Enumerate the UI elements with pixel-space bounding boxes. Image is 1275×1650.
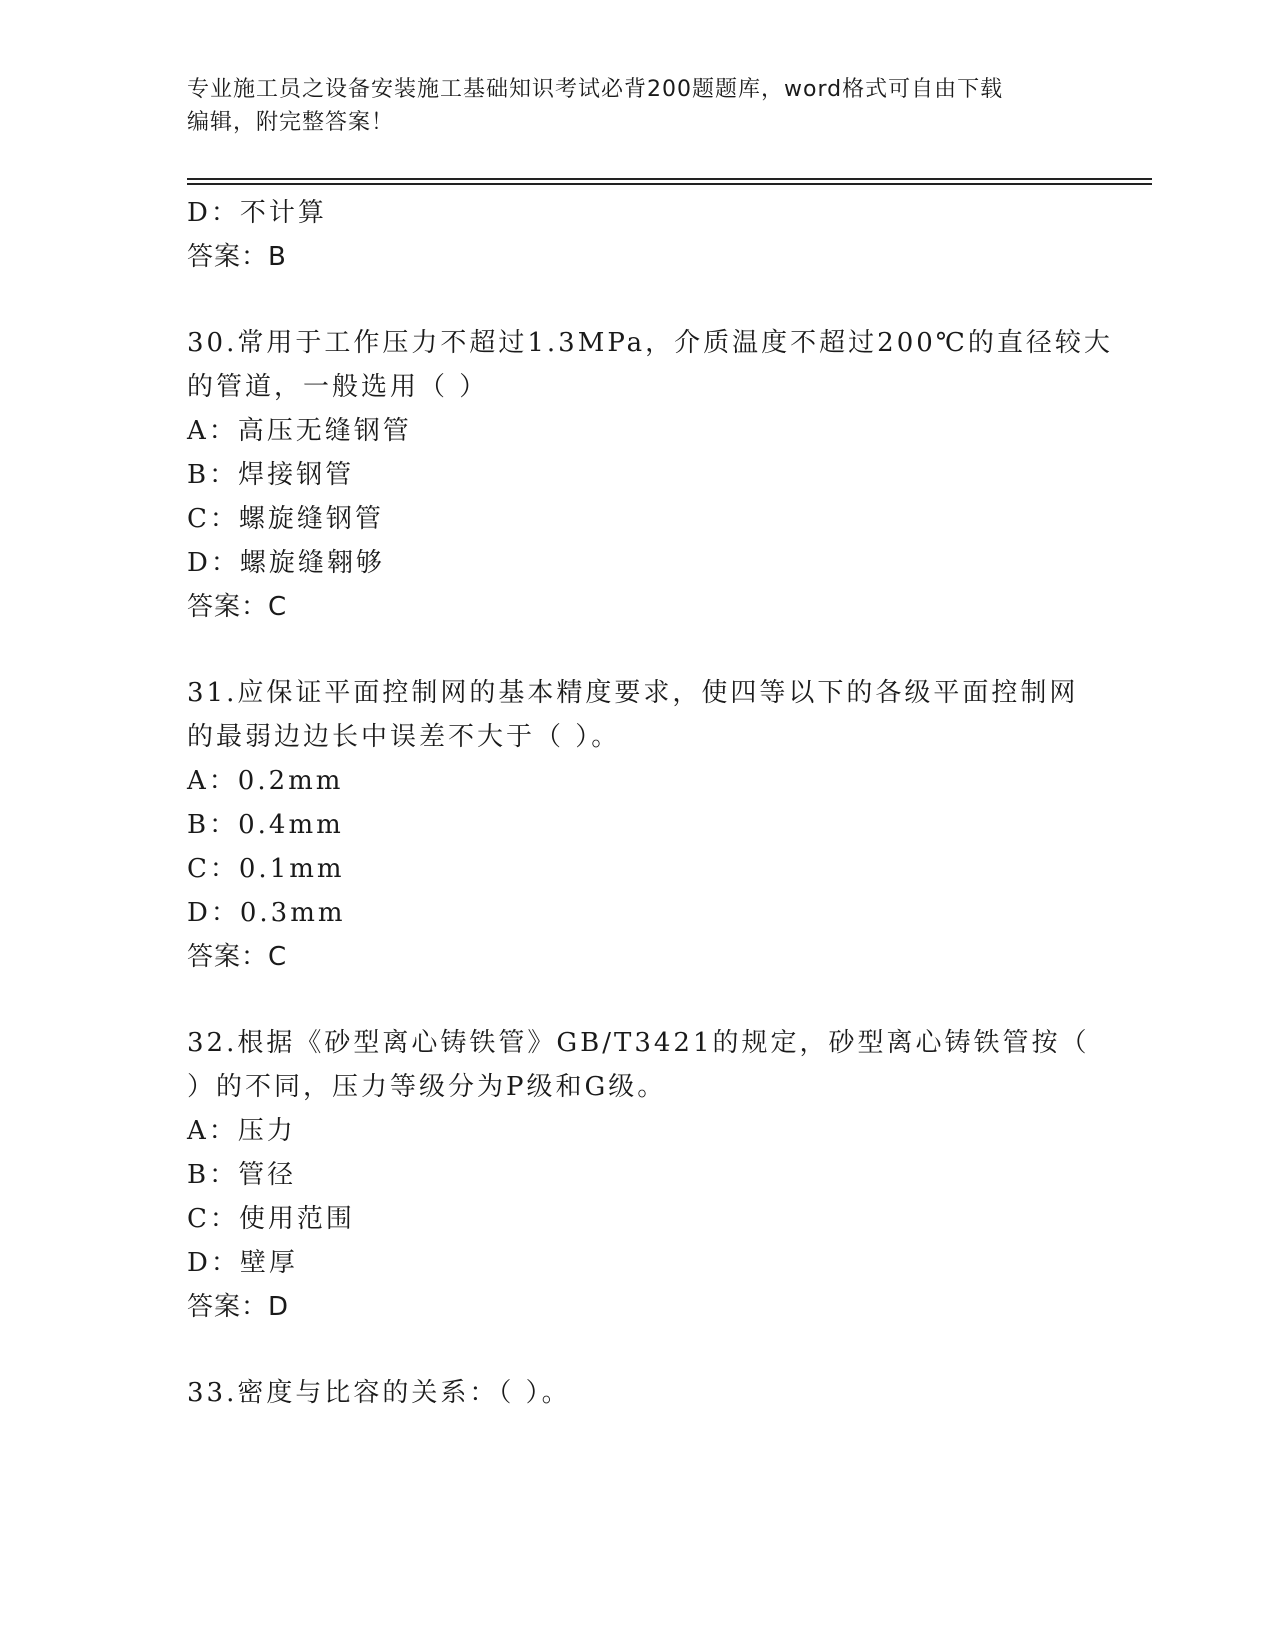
question-stem: 30.常用于工作压力不超过1.3MPa，介质温度不超过200℃的直径较大 — [187, 328, 1113, 358]
option-d: D：0.3mm — [187, 898, 346, 928]
question-stem: 33.密度与比容的关系：（ ）。 — [187, 1378, 571, 1408]
option-c: C：使用范围 — [187, 1204, 355, 1234]
question-stem: ）的不同，压力等级分为P级和G级。 — [187, 1072, 667, 1102]
header-divider-top — [187, 178, 1152, 180]
option-b: B：0.4mm — [187, 810, 344, 840]
document-header — [187, 73, 1087, 139]
question-stem: 31.应保证平面控制网的基本精度要求，使四等以下的各级平面控制网 — [187, 678, 1079, 708]
option-b: B：管径 — [187, 1160, 297, 1190]
option-d: D：螺旋缝翱够 — [187, 548, 385, 578]
option-b: B：焊接钢管 — [187, 460, 355, 490]
option-c: C：0.1mm — [187, 854, 345, 884]
answer: 答案：D — [187, 1292, 290, 1322]
question-stem: 32.根据《砂型离心铸铁管》GB/T3421的规定，砂型离心铸铁管按（ — [187, 1028, 1090, 1058]
option-d: D：不计算 — [187, 198, 327, 228]
header-divider-bottom — [187, 183, 1152, 185]
option-c: C：螺旋缝钢管 — [187, 504, 384, 534]
answer: 答案：C — [187, 592, 288, 622]
option-a: A：0.2mm — [187, 766, 344, 796]
header-line-1: 专业施工员之设备安装施工基础知识考试必背200题题库，word格式可自由下载 — [187, 77, 1004, 102]
answer: 答案：C — [187, 942, 288, 972]
option-a: A：高压无缝钢管 — [187, 416, 412, 446]
header-line-2: 编辑，附完整答案！ — [187, 110, 395, 135]
option-d: D：壁厚 — [187, 1248, 298, 1278]
option-a: A：压力 — [187, 1116, 296, 1146]
question-stem: 的最弱边边长中误差不大于（ ）。 — [187, 722, 621, 752]
question-stem: 的管道，一般选用（ ） — [187, 372, 489, 402]
answer: 答案：B — [187, 242, 287, 272]
